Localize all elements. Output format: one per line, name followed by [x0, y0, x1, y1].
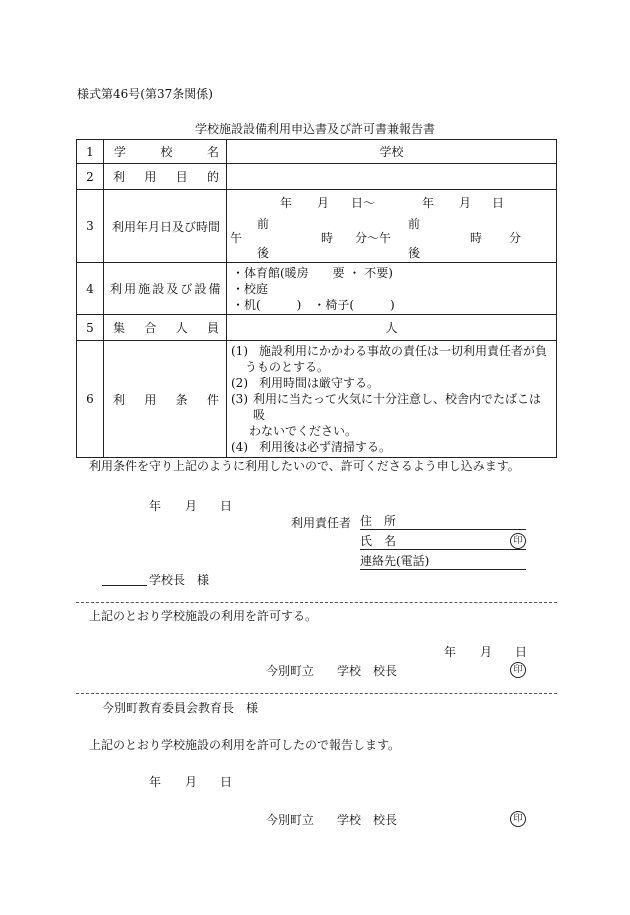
row-purpose	[77, 164, 557, 190]
seal-icon: 印	[510, 662, 526, 678]
condition-3: (3) 利用に当たって火気に十分注意し、校舎内でたばこは吸 わないでください。	[231, 392, 542, 438]
row-datetime	[77, 190, 557, 263]
report-date-day[interactable]: 日	[220, 775, 233, 789]
report-principal: 校長	[373, 813, 398, 827]
name-label: 氏 名	[360, 534, 397, 548]
contact-field[interactable]	[360, 555, 526, 570]
apply-date-day[interactable]: 日	[220, 499, 233, 513]
board-addressee: 今別町教育委員会教育長 様	[102, 701, 259, 715]
permit-town: 今別町立	[266, 664, 315, 678]
contact-label: 連絡先(電話)	[360, 554, 430, 568]
permit-date-month[interactable]: 月	[480, 645, 493, 659]
school-suffix: 学校	[379, 145, 404, 159]
row-number: 4	[77, 263, 104, 315]
row-attendees	[77, 315, 557, 341]
label-school-name: 学 校 名	[104, 140, 227, 164]
section-divider	[76, 602, 557, 603]
conditions-list	[227, 341, 557, 458]
section-divider	[76, 693, 557, 694]
row-school-name	[77, 140, 557, 164]
datetime-field[interactable]: 年 月 日〜 年 月 日 前 前 午 時 分〜 午 時 分 後 後	[227, 190, 557, 263]
facilities-field[interactable]	[227, 263, 557, 315]
address-label: 住 所	[360, 514, 397, 528]
principal-addressee: 学校長 様	[149, 573, 210, 587]
condition-1: (1) 施設利用にかかわる事故の責任は一切利用責任者が負 うものとする。	[231, 344, 548, 374]
row-number: 2	[77, 164, 104, 190]
label-attendees: 集 合 人 員	[104, 315, 227, 341]
apply-date-year[interactable]: 年	[149, 499, 162, 513]
row-conditions	[77, 341, 557, 458]
permit-principal: 校長	[373, 664, 398, 678]
row-facilities	[77, 263, 557, 315]
row-number: 5	[77, 315, 104, 341]
school-name-field[interactable]	[227, 140, 557, 164]
permit-school: 学校	[337, 664, 362, 678]
application-statement: 利用条件を守り上記のように利用したいので、許可くださるよう申し込みます。	[89, 459, 520, 473]
report-date-month[interactable]: 月	[185, 775, 198, 789]
responsible-label: 利用責任者	[291, 516, 352, 530]
label-datetime: 利用年月日及び時間	[104, 190, 227, 263]
facility-gym[interactable]: ・体育館(暖房 要 ・ 不要)	[232, 265, 393, 280]
name-field[interactable]	[360, 535, 526, 550]
label-conditions: 利 用 条 件	[104, 341, 227, 458]
report-school: 学校	[337, 813, 362, 827]
label-purpose: 利 用 目 的	[104, 164, 227, 190]
report-statement: 上記のとおり学校施設の利用を許可したので報告します。	[89, 738, 401, 752]
principal-school-blank[interactable]	[102, 572, 147, 586]
form-title: 学校施設設備利用申込書及び許可書兼報告書	[194, 122, 435, 136]
permit-date-day[interactable]: 日	[515, 645, 528, 659]
condition-4: (4) 利用後は必ず清掃する。	[231, 440, 392, 454]
row-number: 1	[77, 140, 104, 164]
permit-statement: 上記のとおり学校施設の利用を許可する。	[89, 609, 318, 623]
row-number: 6	[77, 341, 104, 458]
condition-2: (2) 利用時間は厳守する。	[231, 376, 380, 390]
seal-icon: 印	[510, 811, 526, 827]
address-field[interactable]	[360, 515, 526, 530]
form-number: 様式第46号(第37条関係)	[77, 87, 213, 101]
report-date-year[interactable]: 年	[149, 775, 162, 789]
purpose-field[interactable]	[227, 164, 557, 190]
attendees-field[interactable]	[227, 315, 557, 341]
row-number: 3	[77, 190, 104, 263]
label-facilities: 利 用 施 設 及 び 設 備	[104, 263, 227, 315]
permit-date-year[interactable]: 年	[444, 645, 457, 659]
facility-yard[interactable]: ・校庭	[232, 281, 269, 296]
application-table	[76, 139, 557, 458]
facility-desk-chair[interactable]: ・机( ) ・椅子( )	[232, 297, 395, 312]
report-town: 今別町立	[266, 813, 315, 827]
apply-date-month[interactable]: 月	[185, 499, 198, 513]
seal-icon: 印	[510, 533, 526, 549]
persons-unit: 人	[385, 321, 398, 335]
